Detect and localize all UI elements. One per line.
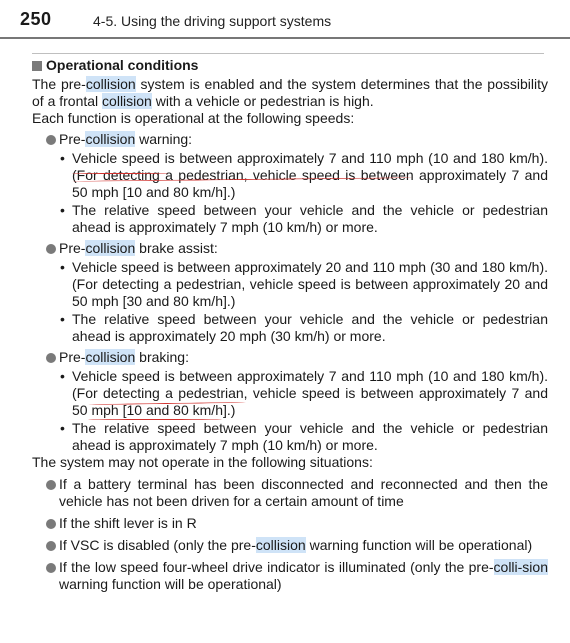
subsection-heading <box>32 57 548 74</box>
text-run: brake assist: <box>135 240 218 256</box>
function-title <box>59 240 548 257</box>
condition-item <box>46 559 548 593</box>
intro-paragraph <box>32 76 548 110</box>
highlighted-term: collision <box>255 537 306 553</box>
text-run: warning function will be operational) <box>305 537 533 553</box>
list-item: • The relative speed between your vehicle and the vehicle or pedestrian ahead is approximately 7 mph (10 km/h) or more. <box>60 202 548 235</box>
list-item: • Vehicle speed is between approximately 7 and 110 mph (10 and 180 km/h). (For detecting a pedestrian, vehicle speed is between approximately 7 and 50 mph [10 and 80 km/h].) <box>60 150 548 200</box>
page-header <box>0 0 570 40</box>
speeds-intro: Each function is operational at the following speeds: <box>32 110 355 126</box>
list-item: • The relative speed between your vehicle and the vehicle or pedestrian ahead is approximately 7 mph (10 km/h) or more. <box>60 420 548 453</box>
highlighted-term: collision <box>85 240 136 256</box>
section-divider <box>32 53 544 54</box>
condition-item <box>46 537 548 554</box>
text-run: If the low speed four-wheel drive indicator is illuminated (only the pre- <box>59 559 494 575</box>
circle-bullet-icon <box>46 519 56 529</box>
document-body <box>32 57 548 593</box>
header-divider <box>0 37 570 39</box>
condition-text <box>59 476 548 510</box>
text-run: Pre- <box>59 131 86 147</box>
list-item: • The relative speed between your vehicle and the vehicle or pedestrian ahead is approximately 20 mph (30 km/h) or more. <box>60 311 548 344</box>
text-run: If VSC is disabled (only the pre- <box>59 537 256 553</box>
function-conditions-list <box>58 259 548 345</box>
list-item-text: Vehicle speed is between approximately 7 and 110 mph (10 and 180 km/h). (For detecting a pedestrian, vehicle speed is between approximately 7 and 50 mph [10 and 80 km/h].) <box>72 368 548 418</box>
text-run: The pre- <box>32 76 86 92</box>
list-item-text: Vehicle speed is between approximately 7 and 110 mph (10 and 180 km/h). (For detecting a pedestrian, vehicle speed is between approximately 7 and 50 mph [10 and 80 km/h].) <box>72 150 548 200</box>
condition-text <box>59 537 548 554</box>
text-run: with a vehicle or pedestrian is high. <box>151 93 374 109</box>
list-item-text: The relative speed between your vehicle and the vehicle or pedestrian ahead is approximately 7 mph (10 km/h) or more. <box>72 420 548 453</box>
condition-item <box>46 476 548 510</box>
list-item-text: Vehicle speed is between approximately 20 and 110 mph (30 and 180 km/h). (For detecting a pedestrian, vehicle speed is between approximately 20 and 50 mph [30 and 80 km/h].) <box>72 259 548 309</box>
function-heading-brake-assist <box>46 240 548 257</box>
function-conditions-list <box>58 150 548 236</box>
function-heading-braking <box>46 349 548 366</box>
circle-bullet-icon <box>46 541 56 551</box>
text-run: If the shift lever is in R <box>59 515 197 531</box>
function-title <box>59 131 548 148</box>
function-conditions-list <box>58 368 548 454</box>
red-pen-underline <box>88 419 222 420</box>
text-run: warning: <box>135 131 193 147</box>
circle-bullet-icon <box>46 563 56 573</box>
subsection-heading-text: Operational conditions <box>46 57 199 73</box>
highlighted-term: collision <box>85 76 136 92</box>
red-pen-underline <box>72 173 168 174</box>
section-title: 4-5. Using the driving support systems <box>93 13 332 29</box>
highlighted-term: colli-sion <box>493 559 548 575</box>
circle-bullet-icon <box>46 244 56 254</box>
square-bullet-icon <box>32 61 42 71</box>
function-heading-warning <box>46 131 548 148</box>
condition-item <box>46 515 548 532</box>
page-number: 250 <box>20 9 52 29</box>
list-item: • Vehicle speed is between approximately 20 and 110 mph (30 and 180 km/h). (For detecting a pedestrian, vehicle speed is between approximately 20 and 50 mph [30 and 80 km/h].) <box>60 259 548 309</box>
text-run: Pre- <box>59 240 86 256</box>
function-title <box>59 349 548 366</box>
text-run: system is enabled and the system determines that the possibility of a frontal <box>32 76 548 109</box>
highlighted-term: collision <box>85 349 136 365</box>
circle-bullet-icon <box>46 480 56 490</box>
list-item-text: The relative speed between your vehicle and the vehicle or pedestrian ahead is approximately 7 mph (10 km/h) or more. <box>72 202 548 235</box>
circle-bullet-icon <box>46 135 56 145</box>
condition-text <box>59 559 548 593</box>
text-run: warning function will be operational) <box>59 576 282 592</box>
condition-text <box>59 515 548 532</box>
list-item-text: The relative speed between your vehicle and the vehicle or pedestrian ahead is approximately 20 mph (30 km/h) or more. <box>72 311 548 344</box>
may-not-operate-intro: The system may not operate in the following situations: <box>32 454 373 470</box>
text-run: braking: <box>135 349 189 365</box>
text-run: If a battery terminal has been disconnected and reconnected and then the vehicle has not been driven for a certain amount of time <box>59 476 548 509</box>
list-item: • Vehicle speed is between approximately 7 and 110 mph (10 and 180 km/h). (For detecting a pedestrian, vehicle speed is between approximately 7 and 50 mph [10 and 80 km/h].) <box>60 368 548 418</box>
circle-bullet-icon <box>46 353 56 363</box>
highlighted-term: collision <box>102 93 152 109</box>
highlighted-term: collision <box>85 131 136 147</box>
text-run: Pre- <box>59 349 86 365</box>
